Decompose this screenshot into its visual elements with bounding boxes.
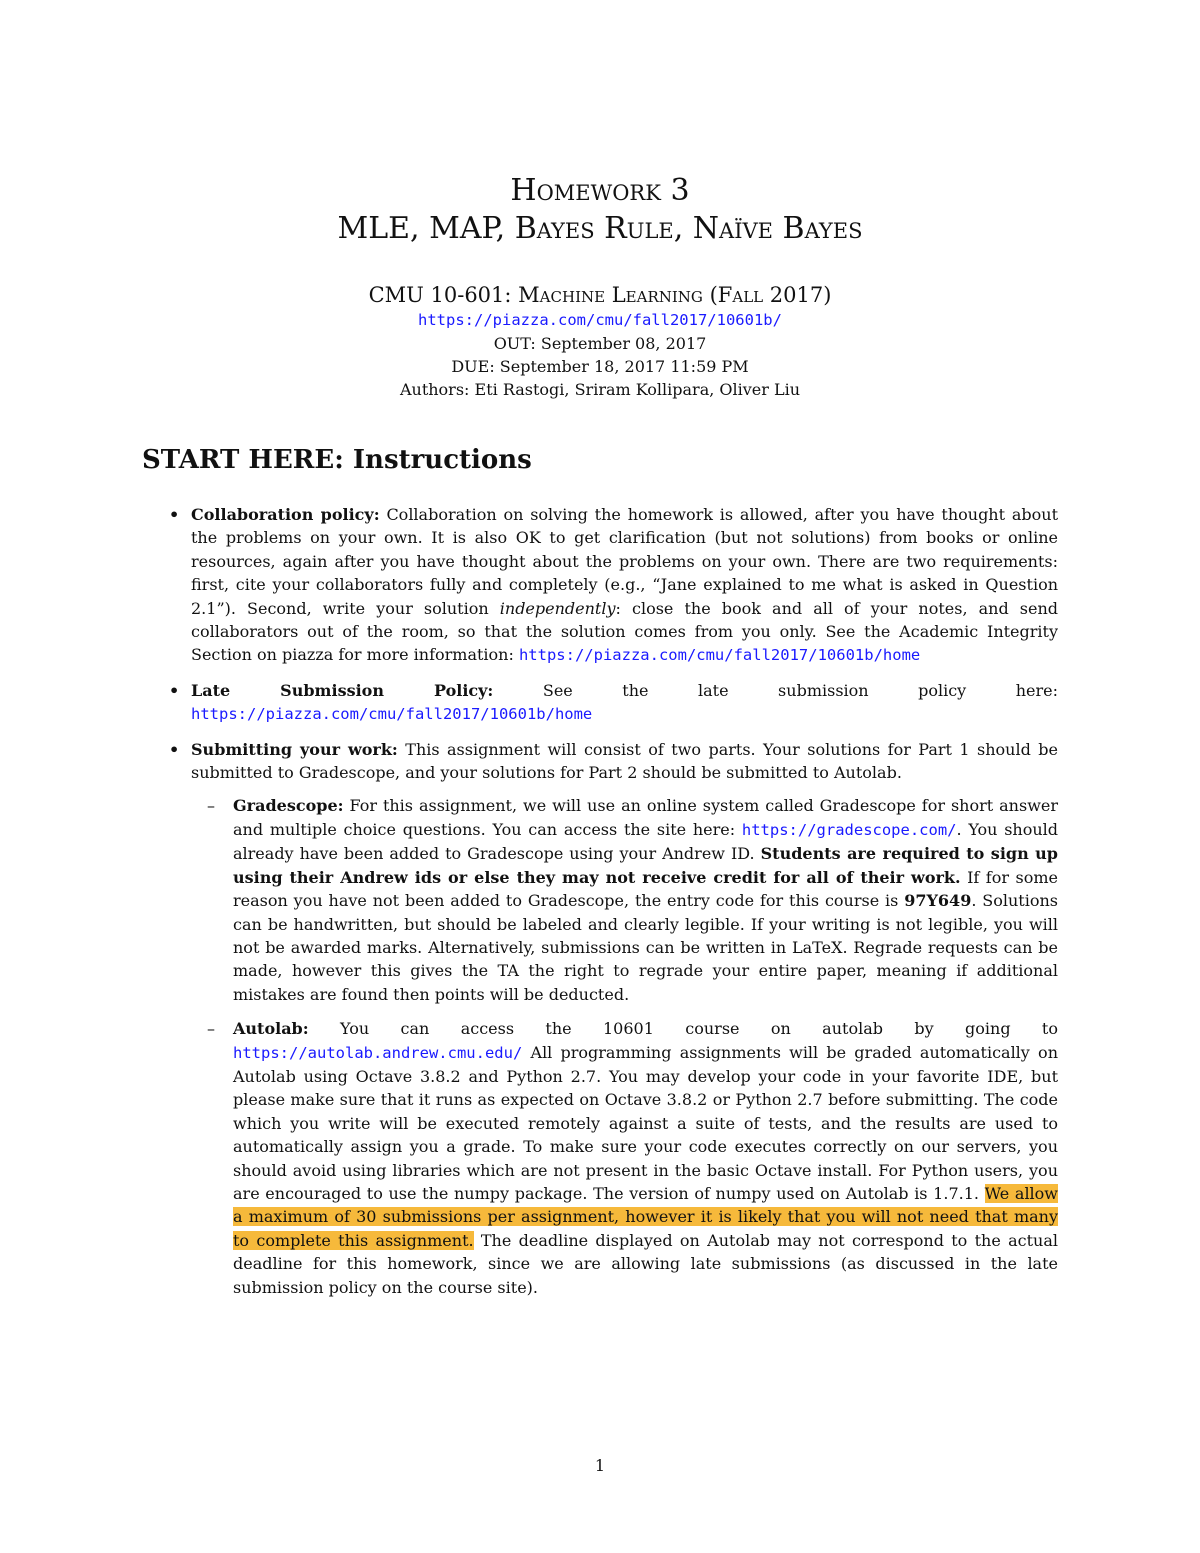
course-name: Machine Learning (Fall 2017) bbox=[518, 283, 832, 307]
late-label: Late Submission Policy: bbox=[191, 680, 494, 700]
list-item-collaboration bbox=[163, 503, 1058, 668]
gradescope-bold-notice: Students are required to sign up using their Andrew ids or else they may not receive credit for all of their work. bbox=[233, 844, 1058, 887]
gradescope-text-3: If for some reason you have not been added to Gradescope, the entry code for this course is bbox=[233, 867, 1058, 911]
section-title: START HERE: Instructions bbox=[142, 445, 532, 475]
dash-marker: – bbox=[207, 1019, 215, 1039]
list-item-submitting bbox=[163, 738, 1058, 1299]
document-title: Homework 3 bbox=[510, 173, 690, 208]
collab-emphasis: independently bbox=[499, 598, 616, 618]
autolab-text-2: All programming assignments will be graded automatically on Autolab using Octave 3.8.2 and Python 2.7. You may develop your code in your favorite IDE, but please make sure that it runs as expected on Octave 3.8.2 or Python 2.7 before submitting. The code which you write will be executed remotely against a suite of tests, and the results are used to automatically assign you a grade. To make sure your code executes correctly on our servers, you should avoid using libraries which are not present in the basic Octave install. For Python users, you are encouraged to use the numpy package. The version of numpy used on Autolab is 1.7.1. bbox=[233, 1042, 1058, 1203]
title-block bbox=[0, 172, 1200, 401]
gradescope-text-4: . Solutions can be handwritten, but should be labeled and clearly legible. If your writing is not legible, you will not be awarded marks. Alternatively, submissions can be written in LaTeX. Regrade requests can be made, however this gives the TA the right to regrade your entire paper, meaning if additional mistakes are found then points will be deducted. bbox=[233, 891, 1058, 1004]
authors: Authors: Eti Rastogi, Sriram Kollipara, Oliver Liu bbox=[399, 380, 801, 399]
bullet-marker: • bbox=[169, 680, 180, 700]
highlighted-submission-limit: We allow a maximum of 30 submissions per assignment, however it is likely that you will not need that many to complete this assignment. bbox=[233, 1183, 1059, 1250]
sublist-item-autolab bbox=[191, 1017, 1058, 1299]
course-line bbox=[0, 282, 1200, 308]
submission-sublist bbox=[191, 794, 1058, 1299]
gradescope-link[interactable]: https://gradescope.com/ bbox=[741, 820, 957, 839]
sublist-item-gradescope bbox=[191, 794, 1058, 1006]
bullet-marker: • bbox=[169, 739, 180, 759]
collab-link[interactable]: https://piazza.com/cmu/fall2017/10601b/home bbox=[518, 646, 921, 665]
submit-text: This assignment will consist of two parts. Your solutions for Part 1 should be submitted to Gradescope, and your solutions for Part 2 should be submitted to Autolab. bbox=[191, 739, 1058, 783]
autolab-text-3: The deadline displayed on Autolab may not correspond to the actual deadline for this homework, since we are allowing late submissions (as discussed in the late submission policy on the course site). bbox=[233, 1230, 1058, 1297]
subtitle-text: MLE, MAP, Bayes Rule, Naïve Bayes bbox=[337, 211, 863, 246]
gradescope-label: Gradescope: bbox=[233, 796, 344, 816]
late-link[interactable]: https://piazza.com/cmu/fall2017/10601b/home bbox=[191, 705, 593, 724]
collab-label: Collaboration policy: bbox=[191, 505, 380, 524]
bullet-marker: • bbox=[169, 505, 180, 524]
due-date: DUE: September 18, 2017 11:59 PM bbox=[451, 357, 749, 376]
course-url-line bbox=[0, 308, 1200, 332]
out-date: OUT: September 08, 2017 bbox=[493, 334, 707, 353]
submit-label: Submitting your work: bbox=[191, 739, 398, 759]
instructions-content bbox=[163, 503, 1058, 1310]
gradescope-text-2: . You should already have been added to Gradescope using your Andrew ID. bbox=[233, 819, 1058, 864]
list-item-late-submission bbox=[163, 679, 1058, 727]
collab-text-2: : close the book and all of your notes, and send collaborators out of the room, so that the solution comes from you only. See the Academic Integrity Section on piazza for more information: bbox=[191, 598, 1059, 665]
autolab-text-1: You can access the 10601 course on autolab by going to bbox=[308, 1019, 1058, 1039]
late-text: See the late submission policy here: bbox=[493, 680, 1058, 700]
autolab-link[interactable]: https://autolab.andrew.cmu.edu/ bbox=[233, 1043, 523, 1062]
dash-marker: – bbox=[207, 796, 215, 816]
course-url-link[interactable]: https://piazza.com/cmu/fall2017/10601b/ bbox=[418, 311, 782, 329]
page-number: 1 bbox=[594, 1456, 606, 1475]
gradescope-text-1: For this assignment, we will use an online system called Gradescope for short answer and multiple choice questions. You can access the site here: bbox=[233, 796, 1058, 839]
entry-code: 97Y649 bbox=[904, 891, 972, 911]
course-prefix: CMU 10-601: bbox=[368, 283, 519, 307]
document-subtitle bbox=[0, 210, 1200, 248]
autolab-label: Autolab: bbox=[233, 1019, 309, 1039]
instructions-list bbox=[163, 503, 1058, 1299]
collab-text-1: Collaboration on solving the homework is allowed, after you have thought about the problems on your own. It is also OK to get clarification (but not solutions) from books or online resources, again after you have thought about the problems on your own. There are two requirements: first, cite your collaborators fully and completely (e.g., “Jane explained to me what is asked in Question 2.1”). Second, write your solution bbox=[191, 505, 1059, 618]
